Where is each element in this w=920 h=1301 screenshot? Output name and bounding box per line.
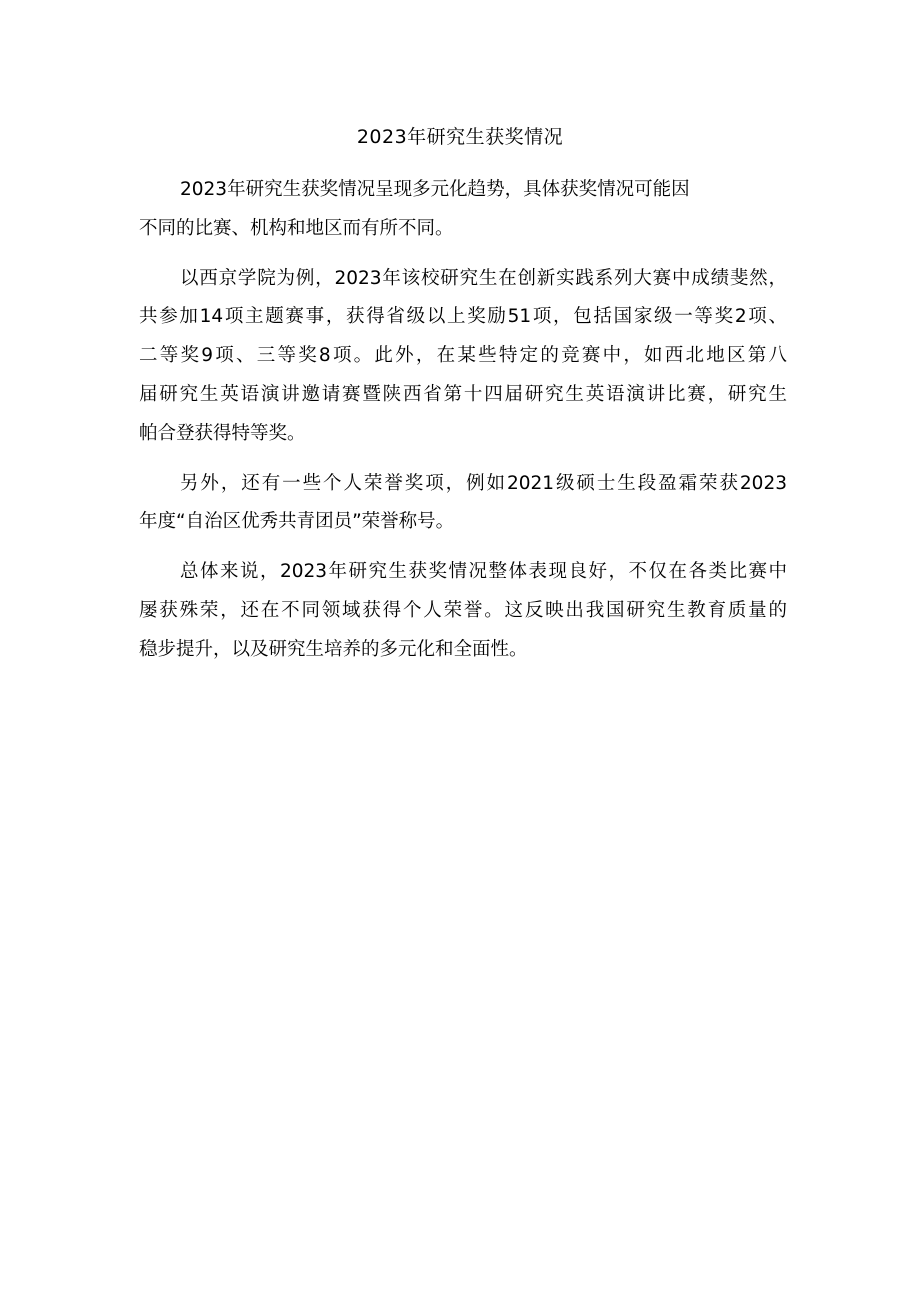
paragraph-line: 届研究生英语演讲邀请赛暨陕西省第十四届研究生英语演讲比赛，研究生 bbox=[139, 383, 787, 405]
paragraph-line: 帕合登获得特等奖。 bbox=[139, 422, 306, 444]
paragraph-line: 2023年研究生获奖情况呈现多元化趋势，具体获奖情况可能因 bbox=[180, 179, 690, 200]
document-body bbox=[139, 171, 787, 670]
paragraph-line: 不同的比赛、机构和地区而有所不同。 bbox=[139, 217, 454, 239]
paragraph-line: 稳步提升，以及研究生培养的多元化和全面性。 bbox=[139, 638, 528, 660]
paragraph-line: 二等奖9项、三等奖8项。此外，在某些特定的竞赛中，如西北地区第八 bbox=[139, 345, 787, 367]
paragraph-line: 以西京学院为例，2023年该校研究生在创新实践系列大赛中成绩斐然， bbox=[180, 267, 787, 289]
document-title: 2023年研究生获奖情况 bbox=[356, 126, 564, 148]
paragraph-line: 另外，还有一些个人荣誉奖项，例如2021级硕士生段盈霜荣获2023 bbox=[180, 472, 787, 494]
paragraph-1 bbox=[139, 171, 787, 249]
paragraph-2 bbox=[139, 260, 787, 454]
paragraph-line: 共参加14项主题赛事，获得省级以上奖励51项，包括国家级一等奖2项、 bbox=[139, 306, 787, 328]
paragraph-3 bbox=[139, 465, 787, 543]
paragraph-line: 年度“自治区优秀共青团员”荣誉称号。 bbox=[139, 511, 455, 533]
paragraph-line: 屡获殊荣，还在不同领域获得个人荣誉。这反映出我国研究生教育质量的 bbox=[139, 599, 787, 621]
paragraph-4 bbox=[139, 553, 787, 669]
paragraph-line: 总体来说，2023年研究生获奖情况整体表现良好，不仅在各类比赛中 bbox=[180, 561, 787, 583]
